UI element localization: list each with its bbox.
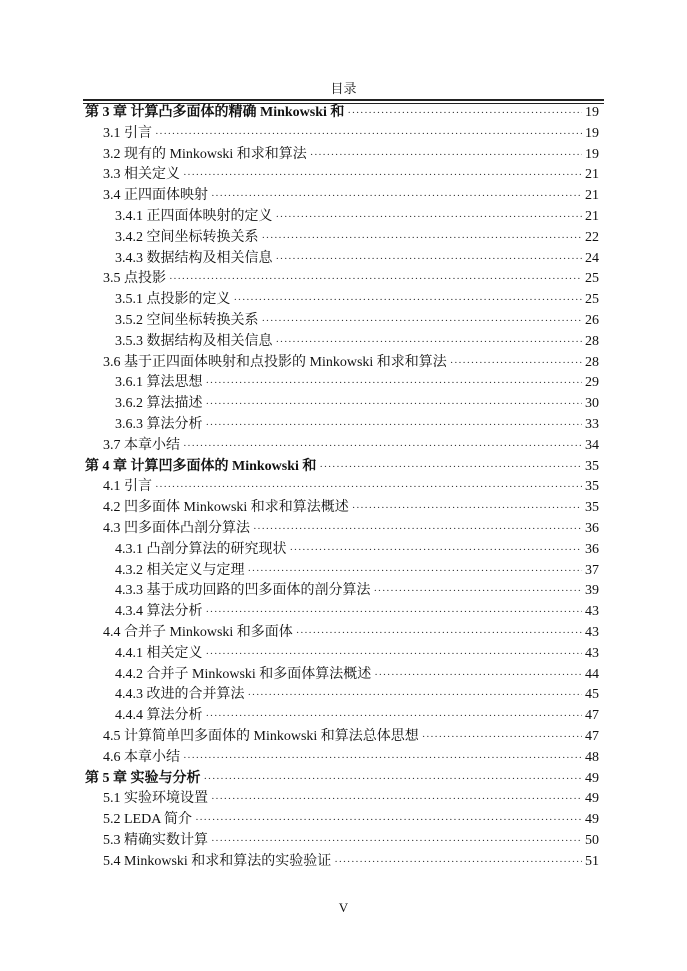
toc-chapter-entry[interactable] <box>85 103 599 124</box>
header-rule-thick <box>83 99 604 101</box>
toc-dot-leader <box>352 498 582 519</box>
toc-entry-page: 28 <box>585 354 599 370</box>
toc-entry-page: 39 <box>585 583 599 599</box>
toc-entry-page: 50 <box>585 832 599 848</box>
toc-chapter-entry[interactable] <box>85 457 599 478</box>
toc-entry-title: 4.4.2 合并子 Minkowski 和多面体算法概述 <box>115 666 372 682</box>
toc-section-entry[interactable] <box>85 145 599 166</box>
toc-section-entry[interactable] <box>85 124 599 145</box>
toc-entry-page: 45 <box>585 687 599 703</box>
toc-subsection-entry[interactable] <box>85 415 599 436</box>
toc-entry-page: 48 <box>585 749 599 765</box>
toc-subsection-entry[interactable] <box>85 665 599 686</box>
toc-section-entry[interactable] <box>85 436 599 457</box>
toc-entry-title: 4.3.4 算法分析 <box>115 604 203 620</box>
toc-chapter-entry[interactable] <box>85 769 599 790</box>
toc-entry-page: 37 <box>585 562 599 578</box>
toc-dot-leader <box>296 623 582 644</box>
toc-subsection-entry[interactable] <box>85 290 599 311</box>
toc-entry-page: 43 <box>585 645 599 661</box>
toc-dot-leader <box>374 581 583 602</box>
toc-dot-leader <box>183 748 582 769</box>
toc-section-entry[interactable] <box>85 186 599 207</box>
toc-dot-leader <box>450 353 582 374</box>
toc-section-entry[interactable] <box>85 831 599 852</box>
toc-entry-title: 3.4.2 空间坐标转换关系 <box>115 229 259 245</box>
toc-section-entry[interactable] <box>85 269 599 290</box>
toc-subsection-entry[interactable] <box>85 332 599 353</box>
toc-entry-title: 3.6.1 算法思想 <box>115 375 203 391</box>
toc-entry-page: 22 <box>585 229 599 245</box>
toc-entry-page: 21 <box>585 208 599 224</box>
toc-entry-page: 19 <box>585 125 599 141</box>
toc-dot-leader <box>262 311 583 332</box>
toc-dot-leader <box>206 644 583 665</box>
toc-dot-leader <box>183 165 582 186</box>
toc-entry-title: 3.1 引言 <box>103 125 152 141</box>
toc-entry-page: 49 <box>585 812 599 828</box>
page-header-title: 目录 <box>330 81 357 96</box>
toc-dot-leader <box>262 228 583 249</box>
toc-entry-title: 4.6 本章小结 <box>103 749 180 765</box>
toc-entry-title: 4.2 凹多面体 Minkowski 和求和算法概述 <box>103 500 349 516</box>
toc-entry-title: 4.4.1 相关定义 <box>115 645 203 661</box>
toc-entry-page: 35 <box>585 479 599 495</box>
toc-dot-leader <box>248 561 583 582</box>
toc-entry-title: 3.4 正四面体映射 <box>103 188 208 204</box>
toc-subsection-entry[interactable] <box>85 706 599 727</box>
toc-dot-leader <box>276 332 583 353</box>
toc-entry-title: 5.2 LEDA 简介 <box>103 812 193 828</box>
toc-subsection-entry[interactable] <box>85 644 599 665</box>
toc-entry-title: 5.3 精确实数计算 <box>103 832 208 848</box>
toc-dot-leader <box>248 685 583 706</box>
toc-subsection-entry[interactable] <box>85 207 599 228</box>
toc-dot-leader <box>183 436 582 457</box>
toc-entry-title: 4.1 引言 <box>103 479 152 495</box>
toc-entry-title: 3.5.3 数据结构及相关信息 <box>115 333 273 349</box>
toc-section-entry[interactable] <box>85 727 599 748</box>
toc-entry-page: 36 <box>585 520 599 536</box>
toc-section-entry[interactable] <box>85 353 599 374</box>
toc-entry-title: 第 5 章 实验与分析 <box>85 770 201 786</box>
toc-entry-title: 3.5.2 空间坐标转换关系 <box>115 312 259 328</box>
toc-subsection-entry[interactable] <box>85 373 599 394</box>
toc-dot-leader <box>206 415 583 436</box>
toc-entry-title: 3.6.3 算法分析 <box>115 416 203 432</box>
toc-entry-page: 28 <box>585 333 599 349</box>
toc-entry-page: 19 <box>585 146 599 162</box>
toc-entry-page: 47 <box>585 708 599 724</box>
toc-section-entry[interactable] <box>85 789 599 810</box>
toc-entry-title: 5.1 实验环境设置 <box>103 791 208 807</box>
toc-subsection-entry[interactable] <box>85 685 599 706</box>
toc-entry-title: 3.6 基于正四面体映射和点投影的 Minkowski 和求和算法 <box>103 354 447 370</box>
toc-dot-leader <box>206 706 583 727</box>
toc-entry-title: 3.4.1 正四面体映射的定义 <box>115 208 273 224</box>
toc-entry-page: 25 <box>585 292 599 308</box>
toc-dot-leader <box>310 145 582 166</box>
toc-section-entry[interactable] <box>85 623 599 644</box>
toc-entry-page: 49 <box>585 770 599 786</box>
toc-entry-title: 第 4 章 计算凹多面体的 Minkowski 和 <box>85 458 317 474</box>
toc-entry-title: 3.7 本章小结 <box>103 437 180 453</box>
toc-dot-leader <box>319 457 582 478</box>
toc-dot-leader <box>253 519 582 540</box>
toc-dot-leader <box>347 103 582 124</box>
toc-dot-leader <box>211 789 582 810</box>
toc-entry-page: 35 <box>585 458 599 474</box>
toc-subsection-entry[interactable] <box>85 311 599 332</box>
toc-dot-leader <box>374 665 582 686</box>
toc-entry-page: 30 <box>585 396 599 412</box>
toc-dot-leader <box>169 269 582 290</box>
toc-entry-title: 第 3 章 计算凸多面体的精确 Minkowski 和 <box>85 105 345 120</box>
toc-section-entry[interactable] <box>85 519 599 540</box>
toc-entry-title: 3.5.1 点投影的定义 <box>115 292 231 308</box>
toc-entry-page: 49 <box>585 791 599 807</box>
toc-entry-title: 4.3 凹多面体凸剖分算法 <box>103 520 250 536</box>
toc-entry-title: 4.4.3 改进的合并算法 <box>115 687 245 703</box>
page-number: V <box>338 900 349 915</box>
toc-entry-title: 3.6.2 算法描述 <box>115 396 203 412</box>
toc-entry-page: 19 <box>585 105 599 120</box>
toc-section-entry[interactable] <box>85 852 599 873</box>
toc-dot-leader <box>276 249 583 270</box>
table-of-contents <box>85 103 599 872</box>
toc-subsection-entry[interactable] <box>85 581 599 602</box>
toc-entry-title: 3.5 点投影 <box>103 271 166 287</box>
toc-entry-page: 47 <box>585 728 599 744</box>
toc-dot-leader <box>206 394 583 415</box>
toc-entry-title: 3.2 现有的 Minkowski 和求和算法 <box>103 146 307 162</box>
toc-subsection-entry[interactable] <box>85 249 599 270</box>
toc-section-entry[interactable] <box>85 477 599 498</box>
toc-dot-leader <box>155 477 582 498</box>
toc-entry-page: 33 <box>585 416 599 432</box>
toc-dot-leader <box>206 602 583 623</box>
toc-entry-title: 3.4.3 数据结构及相关信息 <box>115 250 273 266</box>
toc-dot-leader <box>334 852 582 873</box>
toc-section-entry[interactable] <box>85 165 599 186</box>
toc-subsection-entry[interactable] <box>85 228 599 249</box>
toc-entry-title: 4.4.4 算法分析 <box>115 708 203 724</box>
toc-entry-page: 35 <box>585 500 599 516</box>
toc-entry-page: 24 <box>585 250 599 266</box>
toc-entry-title: 4.5 计算简单凹多面体的 Minkowski 和算法总体思想 <box>103 728 419 744</box>
toc-entry-page: 43 <box>585 604 599 620</box>
toc-dot-leader <box>211 831 582 852</box>
toc-entry-page: 51 <box>585 853 599 869</box>
toc-dot-leader <box>276 207 583 228</box>
toc-entry-title: 4.3.1 凸剖分算法的研究现状 <box>115 541 287 557</box>
toc-dot-leader <box>422 727 582 748</box>
toc-entry-page: 36 <box>585 541 599 557</box>
toc-entry-title: 4.3.3 基于成功回路的凹多面体的剖分算法 <box>115 583 371 599</box>
toc-entry-page: 25 <box>585 271 599 287</box>
toc-subsection-entry[interactable] <box>85 540 599 561</box>
toc-dot-leader <box>211 186 582 207</box>
toc-dot-leader <box>195 810 582 831</box>
toc-subsection-entry[interactable] <box>85 602 599 623</box>
toc-entry-page: 29 <box>585 375 599 391</box>
toc-dot-leader <box>204 769 583 790</box>
toc-entry-page: 21 <box>585 188 599 204</box>
toc-entry-page: 44 <box>585 666 599 682</box>
toc-subsection-entry[interactable] <box>85 561 599 582</box>
toc-entry-title: 4.3.2 相关定义与定理 <box>115 562 245 578</box>
toc-dot-leader <box>290 540 583 561</box>
toc-section-entry[interactable] <box>85 810 599 831</box>
toc-dot-leader <box>234 290 583 311</box>
toc-entry-page: 21 <box>585 167 599 183</box>
toc-entry-page: 26 <box>585 312 599 328</box>
toc-dot-leader <box>206 373 583 394</box>
toc-section-entry[interactable] <box>85 498 599 519</box>
toc-entry-title: 4.4 合并子 Minkowski 和多面体 <box>103 624 293 640</box>
toc-entry-title: 3.3 相关定义 <box>103 167 180 183</box>
toc-dot-leader <box>155 124 582 145</box>
toc-entry-page: 43 <box>585 624 599 640</box>
toc-entry-page: 34 <box>585 437 599 453</box>
toc-subsection-entry[interactable] <box>85 394 599 415</box>
toc-entry-title: 5.4 Minkowski 和求和算法的实验验证 <box>103 853 332 869</box>
toc-section-entry[interactable] <box>85 748 599 769</box>
